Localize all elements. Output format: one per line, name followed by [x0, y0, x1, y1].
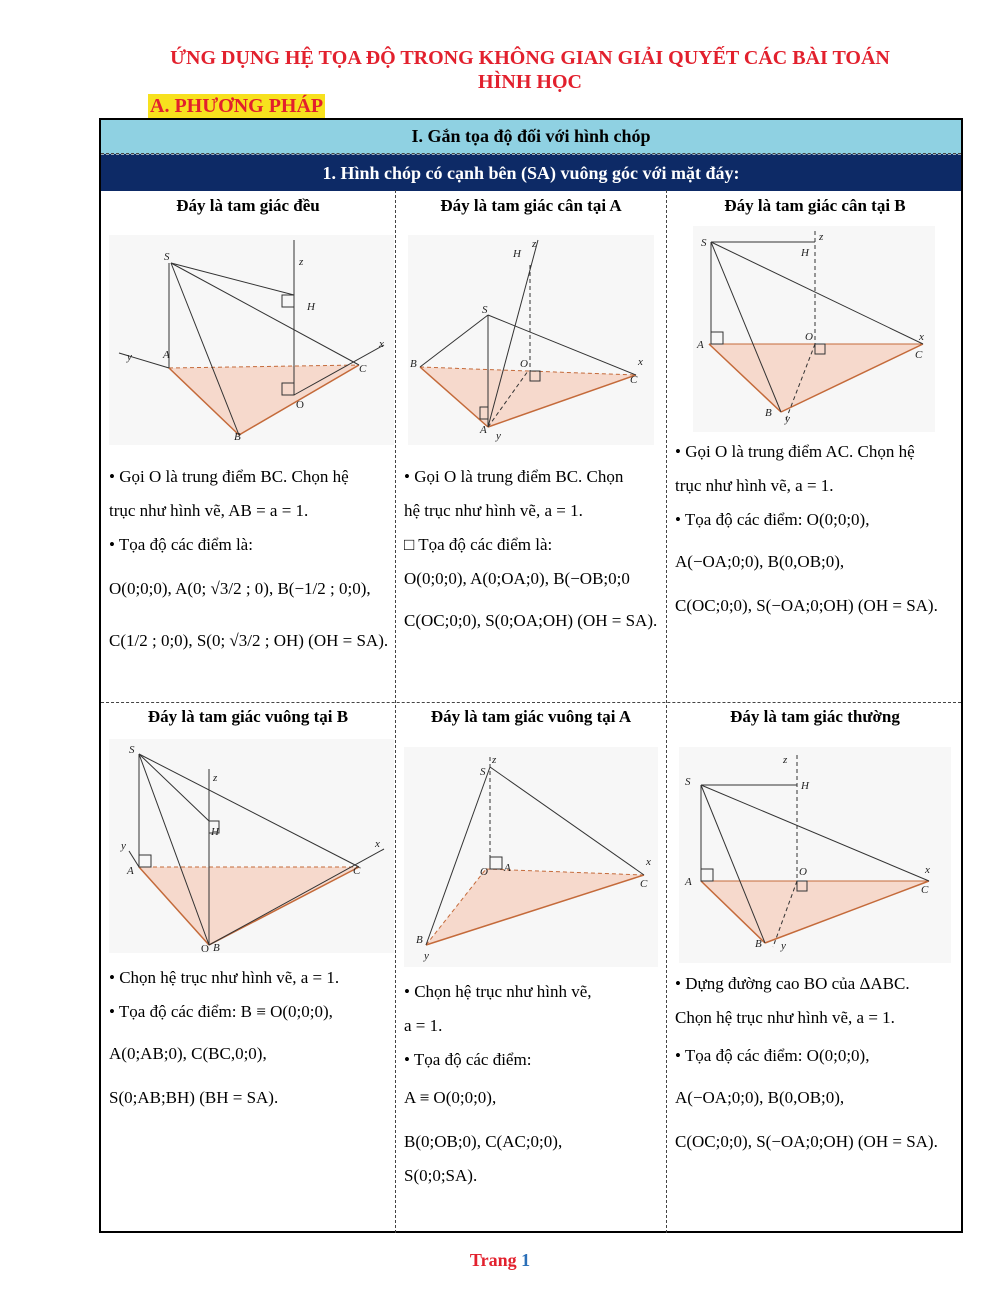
cell-text — [109, 961, 394, 1115]
svg-text:O: O — [520, 358, 528, 370]
text-line: • Chọn hệ trục như hình vẽ, — [404, 982, 592, 1001]
text-line: □ Tọa độ các điểm là: — [404, 535, 553, 554]
figure-general — [679, 747, 951, 963]
text-line: A(−OA;0;0), B(0,OB;0), — [675, 1088, 845, 1107]
svg-text:C: C — [353, 865, 361, 877]
text-line: C(1/2 ; 0;0), S(0; √3/2 ; OH) (OH = SA). — [109, 631, 389, 650]
svg-text:C: C — [359, 363, 367, 375]
svg-text:B: B — [410, 358, 417, 370]
svg-text:O: O — [480, 866, 488, 878]
svg-text:S: S — [482, 304, 488, 316]
text-line: • Gọi O là trung điểm BC. Chọn hệ — [109, 467, 349, 486]
text-line: • Tọa độ các điểm: — [404, 1050, 532, 1069]
section-heading: A. PHƯƠNG PHÁP — [150, 95, 324, 117]
text-line: • Tọa độ các điểm là: — [109, 535, 253, 554]
svg-text:z: z — [213, 772, 218, 784]
doc-title-line2: HÌNH HỌC — [478, 71, 582, 93]
svg-text:O: O — [201, 943, 209, 953]
svg-text:y: y — [121, 840, 126, 852]
cell-heading: Đáy là tam giác vuông tại B — [147, 707, 349, 726]
svg-text:x: x — [646, 856, 651, 868]
svg-text:C: C — [640, 878, 648, 890]
text-line: • Chọn hệ trục như hình vẽ, a = 1. — [109, 968, 340, 987]
svg-text:z: z — [532, 238, 537, 250]
figure-equilateral — [109, 235, 394, 445]
svg-text:z: z — [299, 256, 304, 268]
svg-text:x: x — [375, 838, 380, 850]
svg-text:C: C — [630, 374, 638, 386]
svg-text:S: S — [480, 766, 486, 778]
text-line: O(0;0;0), A(0;OA;0), B(−OB;0;0 — [404, 569, 630, 588]
page-footer — [0, 1250, 1000, 1271]
cell-heading: Đáy là tam giác vuông tại A — [430, 707, 632, 726]
doc-title-line1: ỨNG DỤNG HỆ TỌA ĐỘ TRONG KHÔNG GIAN GIẢI QUYẾT CÁC BÀI TOÁN — [170, 47, 890, 69]
text-line: trục như hình vẽ, a = 1. — [675, 476, 834, 495]
svg-text:H: H — [307, 301, 315, 313]
text-line: C(OC;0;0), S(0;OA;OH) (OH = SA). — [404, 611, 658, 630]
cell-isosceles-b — [667, 190, 963, 702]
method-table — [99, 118, 963, 1233]
svg-text:x: x — [379, 338, 384, 350]
text-line: • Gọi O là trung điểm BC. Chọn — [404, 467, 624, 486]
svg-text:y: y — [424, 950, 429, 962]
text-line: A ≡ O(0;0;0), — [404, 1088, 497, 1107]
svg-text:S: S — [164, 251, 170, 263]
text-line: Chọn hệ trục như hình vẽ, a = 1. — [675, 1008, 895, 1027]
text-line: • Tọa độ các điểm: O(0;0;0), — [675, 510, 870, 529]
cell-general — [667, 703, 963, 1233]
cell-heading: Đáy là tam giác cân tại A — [440, 196, 622, 215]
svg-text:O: O — [805, 331, 813, 343]
cell-text — [404, 460, 666, 638]
text-line: A(0;AB;0), C(BC,0;0), — [109, 1044, 267, 1063]
text-line: hệ trục như hình vẽ, a = 1. — [404, 501, 583, 520]
svg-text:C: C — [921, 884, 929, 896]
svg-text:x: x — [638, 356, 643, 368]
text-line: C(OC;0;0), S(−OA;0;OH) (OH = SA). — [675, 596, 938, 615]
svg-text:B: B — [765, 407, 772, 419]
text-line: A(−OA;0;0), B(0,OB;0), — [675, 552, 845, 571]
cell-heading: Đáy là tam giác đều — [176, 196, 320, 215]
svg-text:A: A — [127, 865, 134, 877]
svg-text:A: A — [685, 876, 692, 888]
figure-right-b — [109, 739, 394, 953]
text-line: S(0;0;SA). — [404, 1166, 478, 1185]
svg-text:B: B — [416, 934, 423, 946]
cell-right-b — [101, 703, 395, 1233]
svg-text:x: x — [919, 331, 924, 343]
cell-equilateral — [101, 190, 395, 702]
svg-text:B: B — [755, 938, 762, 950]
text-line: C(OC;0;0), S(−OA;0;OH) (OH = SA). — [675, 1132, 938, 1151]
cell-heading: Đáy là tam giác cân tại B — [724, 196, 906, 215]
table-header-1: I. Gắn tọa độ đối với hình chóp — [101, 120, 961, 154]
text-line: • Tọa độ các điểm: O(0;0;0), — [675, 1046, 870, 1065]
svg-text:A: A — [480, 424, 487, 436]
svg-text:z: z — [492, 754, 497, 766]
svg-text:O: O — [296, 399, 304, 411]
text-line: B(0;OB;0), C(AC;0;0), — [404, 1132, 563, 1151]
text-line: • Dựng đường cao BO của ΔABC. — [675, 974, 910, 993]
page-label: Trang — [469, 1250, 517, 1270]
svg-text:S: S — [129, 744, 135, 756]
text-line: • Tọa độ các điểm: B ≡ O(0;0;0), — [109, 1002, 333, 1021]
page-number: 1 — [521, 1250, 531, 1270]
svg-text:H: H — [211, 826, 219, 838]
text-line: trục như hình vẽ, AB = a = 1. — [109, 501, 309, 520]
svg-text:y: y — [785, 413, 790, 425]
text-line: a = 1. — [404, 1016, 443, 1035]
svg-text:y: y — [781, 940, 786, 952]
svg-text:H: H — [801, 780, 809, 792]
cell-text — [675, 435, 963, 623]
svg-text:y: y — [496, 430, 501, 442]
svg-text:S: S — [685, 776, 691, 788]
svg-text:A: A — [504, 862, 511, 874]
svg-text:H: H — [513, 248, 521, 260]
text-line: S(0;AB;BH) (BH = SA). — [109, 1088, 279, 1107]
cell-text — [404, 975, 666, 1193]
svg-text:B: B — [234, 431, 241, 443]
svg-text:z: z — [819, 231, 824, 243]
svg-text:S: S — [701, 237, 707, 249]
svg-text:z: z — [783, 754, 788, 766]
cell-text — [109, 460, 394, 658]
cell-isosceles-a — [396, 190, 666, 702]
text-line: O(0;0;0), A(0; √3/2 ; 0), B(−1/2 ; 0;0), — [109, 579, 371, 598]
svg-text:A: A — [163, 349, 170, 361]
table-header-2: 1. Hình chóp có cạnh bên (SA) vuông góc với mặt đáy: — [101, 154, 961, 191]
figure-isosceles-a — [408, 235, 654, 445]
svg-text:A: A — [697, 339, 704, 351]
figure-right-a — [404, 747, 658, 967]
text-line: • Gọi O là trung điểm AC. Chọn hệ — [675, 442, 915, 461]
svg-text:O: O — [799, 866, 807, 878]
cell-heading: Đáy là tam giác thường — [730, 707, 900, 726]
svg-text:x: x — [925, 864, 930, 876]
cell-right-a — [396, 703, 666, 1233]
figure-isosceles-b — [693, 226, 935, 432]
svg-text:B: B — [213, 942, 220, 953]
svg-text:y: y — [127, 351, 132, 363]
cell-text — [675, 967, 963, 1159]
svg-text:C: C — [915, 349, 923, 361]
svg-text:H: H — [801, 247, 809, 259]
